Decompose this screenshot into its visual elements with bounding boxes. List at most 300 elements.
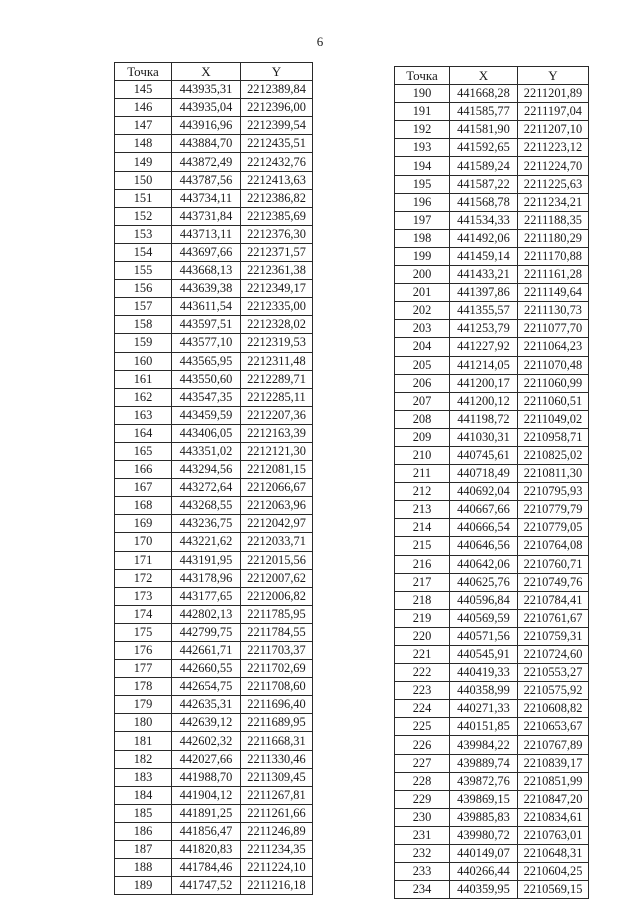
y-cell: 2212385,69 — [241, 207, 313, 225]
y-cell: 2211224,10 — [241, 859, 313, 877]
y-cell: 2212081,15 — [241, 461, 313, 479]
y-cell: 2210767,89 — [518, 736, 589, 754]
table-row — [115, 406, 313, 424]
x-cell: 441198,72 — [450, 410, 518, 428]
y-cell: 2212399,54 — [241, 117, 313, 135]
y-cell: 2212042,97 — [241, 515, 313, 533]
x-cell: 440667,66 — [450, 501, 518, 519]
y-cell: 2211261,66 — [241, 804, 313, 822]
y-cell: 2211060,99 — [518, 374, 589, 392]
x-cell: 441904,12 — [172, 786, 241, 804]
x-cell: 440596,84 — [450, 591, 518, 609]
point-cell: 217 — [395, 573, 450, 591]
point-cell: 173 — [115, 587, 172, 605]
x-cell: 443734,11 — [172, 189, 241, 207]
table-row — [395, 374, 589, 392]
y-cell: 2211161,28 — [518, 266, 589, 284]
x-cell: 443272,64 — [172, 479, 241, 497]
point-cell: 211 — [395, 465, 450, 483]
table-row — [115, 262, 313, 280]
x-cell: 442661,71 — [172, 642, 241, 660]
table-row — [395, 772, 589, 790]
x-cell: 441227,92 — [450, 338, 518, 356]
table-row — [395, 826, 589, 844]
x-cell: 439869,15 — [450, 790, 518, 808]
table-row — [395, 664, 589, 682]
y-cell: 2211234,35 — [241, 841, 313, 859]
point-cell: 165 — [115, 442, 172, 460]
table-row — [395, 808, 589, 826]
y-cell: 2210648,31 — [518, 845, 589, 863]
y-cell: 2212432,76 — [241, 153, 313, 171]
y-cell: 2210569,15 — [518, 881, 589, 899]
point-cell: 185 — [115, 804, 172, 822]
y-cell: 2210761,67 — [518, 609, 589, 627]
point-cell: 171 — [115, 551, 172, 569]
point-cell: 206 — [395, 374, 450, 392]
y-cell: 2211201,89 — [518, 85, 589, 103]
x-cell: 441592,65 — [450, 139, 518, 157]
point-cell: 157 — [115, 298, 172, 316]
x-cell: 440359,95 — [450, 881, 518, 899]
y-cell: 2212396,00 — [241, 99, 313, 117]
y-cell: 2210795,93 — [518, 483, 589, 501]
coordinates-table-right — [394, 66, 589, 899]
x-cell: 443668,13 — [172, 262, 241, 280]
y-cell: 2212007,62 — [241, 569, 313, 587]
x-cell: 440692,04 — [450, 483, 518, 501]
x-cell: 442639,12 — [172, 714, 241, 732]
x-cell: 443713,11 — [172, 225, 241, 243]
table-row — [115, 678, 313, 696]
point-cell: 183 — [115, 768, 172, 786]
point-cell: 179 — [115, 696, 172, 714]
y-cell: 2210760,71 — [518, 555, 589, 573]
x-cell: 439872,76 — [450, 772, 518, 790]
point-cell: 210 — [395, 446, 450, 464]
table-row — [395, 501, 589, 519]
table-row — [395, 609, 589, 627]
table-row — [115, 732, 313, 750]
point-cell: 187 — [115, 841, 172, 859]
point-cell: 220 — [395, 627, 450, 645]
y-cell: 2212335,00 — [241, 298, 313, 316]
point-cell: 194 — [395, 157, 450, 175]
point-cell: 145 — [115, 81, 172, 99]
x-cell: 440745,61 — [450, 446, 518, 464]
x-cell: 441856,47 — [172, 822, 241, 840]
table-row — [395, 446, 589, 464]
y-cell: 2210604,25 — [518, 863, 589, 881]
table-row — [115, 768, 313, 786]
point-cell: 214 — [395, 519, 450, 537]
x-cell: 441589,24 — [450, 157, 518, 175]
y-cell: 2212015,56 — [241, 551, 313, 569]
point-cell: 209 — [395, 428, 450, 446]
point-cell: 191 — [395, 103, 450, 121]
y-cell: 2212386,82 — [241, 189, 313, 207]
table-row — [395, 139, 589, 157]
table-row — [115, 660, 313, 678]
table-row — [395, 736, 589, 754]
point-cell: 199 — [395, 247, 450, 265]
y-cell: 2212435,51 — [241, 135, 313, 153]
point-cell: 168 — [115, 497, 172, 515]
table-row — [395, 284, 589, 302]
y-cell: 2212311,48 — [241, 352, 313, 370]
y-cell: 2211689,95 — [241, 714, 313, 732]
x-cell: 442799,75 — [172, 623, 241, 641]
x-cell: 441200,17 — [450, 374, 518, 392]
table-row — [115, 877, 313, 895]
x-cell: 441355,57 — [450, 302, 518, 320]
table-row — [115, 497, 313, 515]
point-cell: 174 — [115, 605, 172, 623]
x-cell: 440718,49 — [450, 465, 518, 483]
y-cell: 2211207,10 — [518, 121, 589, 139]
point-cell: 176 — [115, 642, 172, 660]
y-cell: 2212328,02 — [241, 316, 313, 334]
table-row — [395, 790, 589, 808]
y-cell: 2212289,71 — [241, 370, 313, 388]
y-cell: 2210763,01 — [518, 826, 589, 844]
point-cell: 156 — [115, 280, 172, 298]
table-row — [115, 334, 313, 352]
table-row — [115, 533, 313, 551]
table-row — [395, 483, 589, 501]
point-cell: 169 — [115, 515, 172, 533]
point-cell: 229 — [395, 790, 450, 808]
point-cell: 172 — [115, 569, 172, 587]
table-row — [395, 700, 589, 718]
table-row — [115, 479, 313, 497]
coordinates-table-left — [114, 62, 313, 895]
y-cell: 2212349,17 — [241, 280, 313, 298]
table-row — [115, 316, 313, 334]
x-cell: 441492,06 — [450, 229, 518, 247]
y-cell: 2211216,18 — [241, 877, 313, 895]
y-cell: 2210839,17 — [518, 754, 589, 772]
table-row — [395, 537, 589, 555]
table-row — [395, 320, 589, 338]
x-cell: 440642,06 — [450, 555, 518, 573]
y-cell: 2210779,05 — [518, 519, 589, 537]
table-row — [115, 642, 313, 660]
table-row — [395, 646, 589, 664]
table-row — [115, 352, 313, 370]
table-row — [115, 81, 313, 99]
point-cell: 230 — [395, 808, 450, 826]
y-cell: 2211702,69 — [241, 660, 313, 678]
x-cell: 441747,52 — [172, 877, 241, 895]
table-row — [395, 266, 589, 284]
table-row — [115, 569, 313, 587]
point-cell: 233 — [395, 863, 450, 881]
x-cell: 443935,04 — [172, 99, 241, 117]
y-cell: 2210847,20 — [518, 790, 589, 808]
x-cell: 441200,12 — [450, 392, 518, 410]
x-cell: 441214,05 — [450, 356, 518, 374]
y-cell: 2211188,35 — [518, 211, 589, 229]
x-cell: 443697,66 — [172, 243, 241, 261]
y-cell: 2210764,08 — [518, 537, 589, 555]
y-cell: 2212361,38 — [241, 262, 313, 280]
x-cell: 440151,85 — [450, 718, 518, 736]
point-cell: 162 — [115, 388, 172, 406]
y-cell: 2211703,37 — [241, 642, 313, 660]
y-cell: 2212207,36 — [241, 406, 313, 424]
table-row — [395, 211, 589, 229]
x-cell: 440149,07 — [450, 845, 518, 863]
y-cell: 2210958,71 — [518, 428, 589, 446]
point-cell: 200 — [395, 266, 450, 284]
y-cell: 2211696,40 — [241, 696, 313, 714]
table-row — [115, 714, 313, 732]
point-cell: 221 — [395, 646, 450, 664]
table-row — [115, 696, 313, 714]
table-row — [395, 519, 589, 537]
y-cell: 2211225,63 — [518, 175, 589, 193]
point-cell: 227 — [395, 754, 450, 772]
table-row — [115, 822, 313, 840]
x-cell: 441030,31 — [450, 428, 518, 446]
y-cell: 2211170,88 — [518, 247, 589, 265]
y-cell: 2212319,53 — [241, 334, 313, 352]
header-point: Точка — [115, 63, 172, 81]
table-row — [395, 754, 589, 772]
y-cell: 2211077,70 — [518, 320, 589, 338]
x-cell: 440569,59 — [450, 609, 518, 627]
point-cell: 203 — [395, 320, 450, 338]
point-cell: 151 — [115, 189, 172, 207]
x-cell: 443787,56 — [172, 171, 241, 189]
table-row — [395, 718, 589, 736]
x-cell: 443351,02 — [172, 442, 241, 460]
y-cell: 2211224,70 — [518, 157, 589, 175]
point-cell: 188 — [115, 859, 172, 877]
x-cell: 441534,33 — [450, 211, 518, 229]
y-cell: 2210811,30 — [518, 465, 589, 483]
table-row — [395, 121, 589, 139]
x-cell: 441433,21 — [450, 266, 518, 284]
table-row — [395, 229, 589, 247]
x-cell: 441891,25 — [172, 804, 241, 822]
y-cell: 2211223,12 — [518, 139, 589, 157]
table-row — [395, 881, 589, 899]
x-cell: 439980,72 — [450, 826, 518, 844]
table-row — [115, 153, 313, 171]
point-cell: 207 — [395, 392, 450, 410]
x-cell: 443191,95 — [172, 551, 241, 569]
table-row — [115, 225, 313, 243]
point-cell: 182 — [115, 750, 172, 768]
table-row — [115, 859, 313, 877]
header-y: Y — [241, 63, 313, 81]
x-cell: 441585,77 — [450, 103, 518, 121]
point-cell: 216 — [395, 555, 450, 573]
point-cell: 197 — [395, 211, 450, 229]
y-cell: 2212006,82 — [241, 587, 313, 605]
y-cell: 2211180,29 — [518, 229, 589, 247]
point-cell: 219 — [395, 609, 450, 627]
table-row — [115, 786, 313, 804]
x-cell: 443639,38 — [172, 280, 241, 298]
table-row — [115, 750, 313, 768]
table-row — [395, 428, 589, 446]
y-cell: 2211064,23 — [518, 338, 589, 356]
x-cell: 443731,84 — [172, 207, 241, 225]
x-cell: 443236,75 — [172, 515, 241, 533]
y-cell: 2210575,92 — [518, 682, 589, 700]
x-cell: 442802,13 — [172, 605, 241, 623]
x-cell: 441820,83 — [172, 841, 241, 859]
point-cell: 234 — [395, 881, 450, 899]
x-cell: 440625,76 — [450, 573, 518, 591]
header-y: Y — [518, 67, 589, 85]
y-cell: 2211049,02 — [518, 410, 589, 428]
y-cell: 2210784,41 — [518, 591, 589, 609]
point-cell: 226 — [395, 736, 450, 754]
point-cell: 212 — [395, 483, 450, 501]
table-row — [395, 103, 589, 121]
table-row — [395, 392, 589, 410]
point-cell: 224 — [395, 700, 450, 718]
x-cell: 439885,83 — [450, 808, 518, 826]
x-cell: 439889,74 — [450, 754, 518, 772]
point-cell: 153 — [115, 225, 172, 243]
y-cell: 2211785,95 — [241, 605, 313, 623]
table-row — [395, 410, 589, 428]
y-cell: 2210779,79 — [518, 501, 589, 519]
table-row — [115, 587, 313, 605]
point-cell: 152 — [115, 207, 172, 225]
y-cell: 2211130,73 — [518, 302, 589, 320]
point-cell: 208 — [395, 410, 450, 428]
point-cell: 232 — [395, 845, 450, 863]
point-cell: 178 — [115, 678, 172, 696]
x-cell: 440419,33 — [450, 664, 518, 682]
y-cell: 2211197,04 — [518, 103, 589, 121]
table-row — [115, 461, 313, 479]
point-cell: 177 — [115, 660, 172, 678]
x-cell: 442635,31 — [172, 696, 241, 714]
table-row — [395, 175, 589, 193]
x-cell: 440358,99 — [450, 682, 518, 700]
y-cell: 2210653,67 — [518, 718, 589, 736]
x-cell: 440666,54 — [450, 519, 518, 537]
point-cell: 213 — [395, 501, 450, 519]
point-cell: 161 — [115, 370, 172, 388]
x-cell: 443565,95 — [172, 352, 241, 370]
y-cell: 2211330,46 — [241, 750, 313, 768]
x-cell: 441397,86 — [450, 284, 518, 302]
table-row — [395, 555, 589, 573]
x-cell: 441784,46 — [172, 859, 241, 877]
y-cell: 2210851,99 — [518, 772, 589, 790]
table-row — [395, 247, 589, 265]
point-cell: 147 — [115, 117, 172, 135]
y-cell: 2212371,57 — [241, 243, 313, 261]
point-cell: 195 — [395, 175, 450, 193]
point-cell: 166 — [115, 461, 172, 479]
y-cell: 2211070,48 — [518, 356, 589, 374]
y-cell: 2211246,89 — [241, 822, 313, 840]
point-cell: 158 — [115, 316, 172, 334]
point-cell: 155 — [115, 262, 172, 280]
table-row — [395, 573, 589, 591]
x-cell: 441253,79 — [450, 320, 518, 338]
y-cell: 2212285,11 — [241, 388, 313, 406]
point-cell: 192 — [395, 121, 450, 139]
x-cell: 442654,75 — [172, 678, 241, 696]
header-x: X — [450, 67, 518, 85]
point-cell: 222 — [395, 664, 450, 682]
point-cell: 218 — [395, 591, 450, 609]
point-cell: 163 — [115, 406, 172, 424]
x-cell: 441581,90 — [450, 121, 518, 139]
x-cell: 440545,91 — [450, 646, 518, 664]
table-row — [115, 99, 313, 117]
x-cell: 442027,66 — [172, 750, 241, 768]
table-row — [115, 551, 313, 569]
x-cell: 443935,31 — [172, 81, 241, 99]
x-cell: 443597,51 — [172, 316, 241, 334]
x-cell: 443884,70 — [172, 135, 241, 153]
table-row — [115, 841, 313, 859]
point-cell: 175 — [115, 623, 172, 641]
header-point: Точка — [395, 67, 450, 85]
table-row — [395, 591, 589, 609]
point-cell: 202 — [395, 302, 450, 320]
point-cell: 228 — [395, 772, 450, 790]
table-row — [395, 465, 589, 483]
y-cell: 2212033,71 — [241, 533, 313, 551]
y-cell: 2212389,84 — [241, 81, 313, 99]
table-row — [115, 623, 313, 641]
point-cell: 167 — [115, 479, 172, 497]
x-cell: 439984,22 — [450, 736, 518, 754]
table-row — [115, 388, 313, 406]
x-cell: 440571,56 — [450, 627, 518, 645]
x-cell: 443459,59 — [172, 406, 241, 424]
point-cell: 149 — [115, 153, 172, 171]
point-cell: 170 — [115, 533, 172, 551]
y-cell: 2212066,67 — [241, 479, 313, 497]
y-cell: 2211267,81 — [241, 786, 313, 804]
x-cell: 442660,55 — [172, 660, 241, 678]
y-cell: 2211309,45 — [241, 768, 313, 786]
x-cell: 443577,10 — [172, 334, 241, 352]
table-row — [395, 85, 589, 103]
point-cell: 198 — [395, 229, 450, 247]
y-cell: 2210825,02 — [518, 446, 589, 464]
header-row — [115, 63, 313, 81]
x-cell: 441668,28 — [450, 85, 518, 103]
point-cell: 215 — [395, 537, 450, 555]
point-cell: 148 — [115, 135, 172, 153]
x-cell: 441988,70 — [172, 768, 241, 786]
x-cell: 443916,96 — [172, 117, 241, 135]
point-cell: 164 — [115, 424, 172, 442]
x-cell: 443550,60 — [172, 370, 241, 388]
x-cell: 443872,49 — [172, 153, 241, 171]
point-cell: 205 — [395, 356, 450, 374]
table-row — [395, 627, 589, 645]
page-number: 6 — [316, 34, 324, 49]
x-cell: 443221,62 — [172, 533, 241, 551]
table-row — [115, 605, 313, 623]
point-cell: 189 — [115, 877, 172, 895]
